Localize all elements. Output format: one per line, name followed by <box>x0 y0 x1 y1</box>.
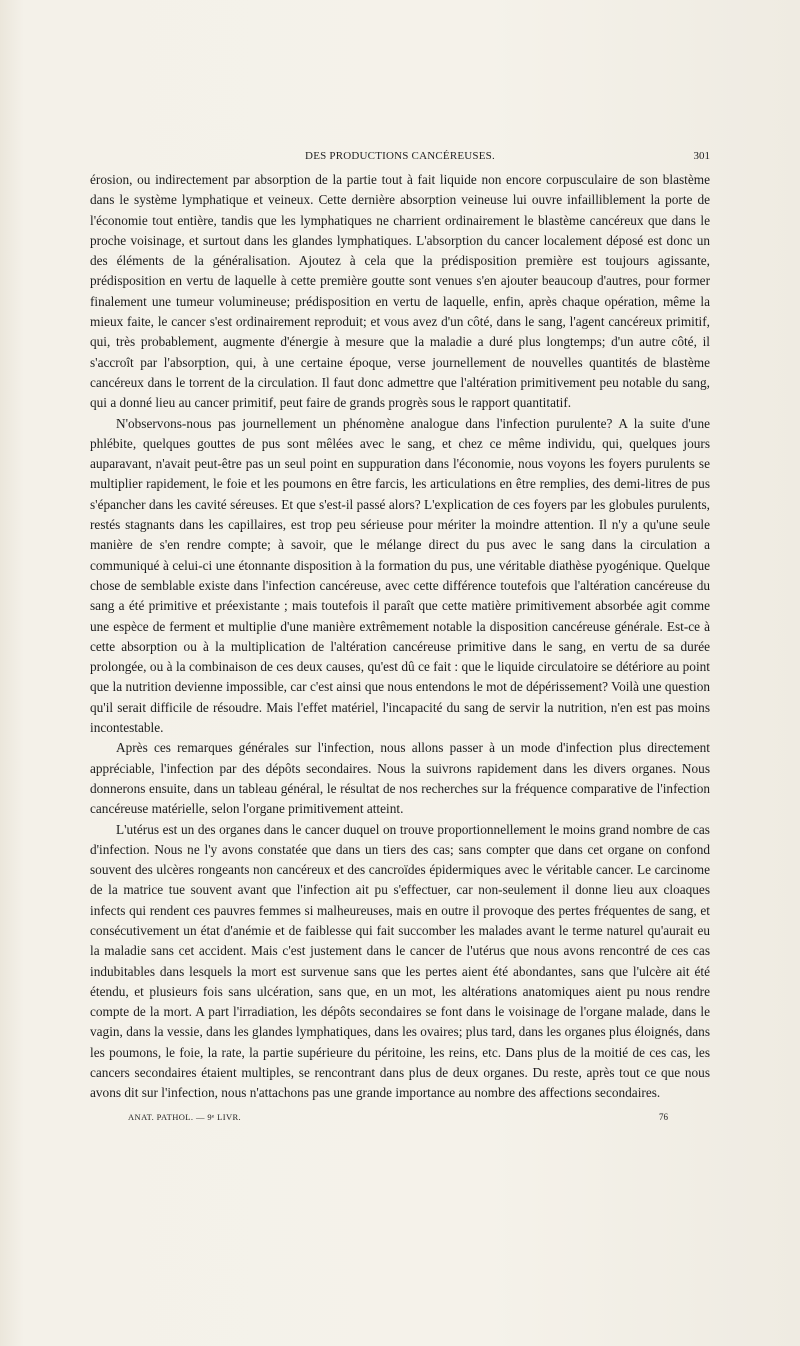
printer-signature: ANAT. PATHOL. — 9ᵉ LIVR. <box>128 1112 242 1122</box>
page-footer <box>128 1112 668 1126</box>
page-header <box>90 150 710 166</box>
paragraph: N'observons-nous pas journellement un phénomène analogue dans l'infection purulente? A la suite d'une phlébite, quelques gouttes de pus sont mêlées avec le sang, et chez ce même individu, qui, quelques jours auparavant, n'avait peut-être pas un seul point en suppuration dans l'économie, nous voyons les foyers purulents se multiplier rapidement, le foie et les poumons en être farcis, les articulations en être remplies, des demi-litres de pus s'épancher dans les cavité séreuses. Et que s'est-il passé alors? L'explication de ces foyers par les globules purulents, restés stagnants dans les capillaires, est trop peu sérieuse pour mériter la moindre attention. Il n'y a qu'une seule manière de s'en rendre compte; à savoir, que le mélange direct du pus avec le sang dans la circulation a communiqué à celui-ci une étonnante disposition à la formation du pus, une véritable diathèse pyogénique. Quelque chose de semblable existe dans l'infection cancéreuse, avec cette différence toutefois que l'altération cancéreuse du sang a été primitive et préexistante ; mais toutefois il paraît que cette matière primitivement absorbée agit comme une espèce de ferment et multiplie d'une manière extrêmement notable la disposition cancéreuse générale. Est-ce à cette absorption ou à la multiplication de l'altération cancéreuse primitive dans le sang, en vertu de sa durée prolongée, ou à la combinaison de ces deux causes, qu'est dû ce fait : que le liquide circulatoire se détériore au point que la nutrition devienne impossible, car c'est ainsi que nous entendons le mot de dépérissement? Voilà une question qu'il serait difficile de résoudre. Mais l'effet matériel, l'incapacité du sang de servir la nutrition, n'en est pas moins incontestable. <box>90 415 710 736</box>
paragraph: Après ces remarques générales sur l'infection, nous allons passer à un mode d'infection plus directement appréciable, l'infection par des dépôts secondaires. Nous la suivrons rapidement dans les divers organes. Nous donnerons ensuite, dans un tableau général, le résultat de nos recherches sur la fréquence comparative de l'infection cancéreuse matérielle, selon l'organe primitivement atteint. <box>90 740 710 817</box>
signature-number: 76 <box>659 1112 668 1122</box>
paragraph: L'utérus est un des organes dans le cancer duquel on trouve proportionnellement le moins grand nombre de cas d'infection. Nous ne l'y avons constatée que dans un tiers des cas; sans compter que dans cet organe on confond souvent des ulcères rongeants non cancéreux et des cancroïdes épidermiques avec le véritable cancer. Le carcinome de la matrice tue souvent avant que l'infection ait pu s'effectuer, car non-seulement il donne lieu aux cloaques infects qui rendent ces pauvres femmes si malheureuses, mais en outre il provoque des pertes fréquentes de sang, et consécutivement un état d'anémie et de faiblesse qui fait succomber les malades avant le terme naturel qu'aurait eu la maladie sans cet accident. Mais c'est justement dans le cancer de l'utérus que nous avons rencontré de ces cas indubitables dans lesquels la mort est survenue sans que les pertes aient été abondantes, sans que l'ulcère ait été étendu, et plusieurs fois sans ulcération, sans que, en un mot, les altérations anatomiques aient pu nous rendre compte de la mort. A part l'irradiation, les dépôts secondaires se font dans le voisinage de l'organe malade, dans le vagin, dans la vessie, dans les glandes lymphatiques, dans les ovaires; plus tard, dans les organes plus éloignés, dans les poumons, le foie, la rate, la partie supérieure du péritoine, les reins, etc. Dans plus de la moitié de ces cas, les cancers secondaires étaient multiples, se rencontrant dans plus de deux organes. Du reste, après tout ce que nous avons dit sur l'infection, nous n'attachons pas une grande importance au nombre des affections secondaires. <box>90 821 710 1101</box>
paragraph: érosion, ou indirectement par absorption de la partie tout à fait liquide non encore corpusculaire de son blastème dans le système lymphatique et veineux. Cette dernière absorption veineuse lui ouvre infailliblement la porte de l'économie tout entière, tandis que les lymphatiques ne charrient ordinairement le blastème cancéreux que dans le proche voisinage, et surtout dans les glandes lymphatiques. L'absorption du cancer localement déposé est donc un des éléments de la généralisation. Ajoutez à cela que la prédisposition première est toujours agissante, prédisposition en vertu de laquelle à cette première goutte sont venues s'en ajouter beaucoup d'autres, pour former finalement une tumeur volumineuse; prédisposition en vertu de laquelle, enfin, après chaque opération, même la mieux faite, le cancer s'est ordinairement reproduit; et vous avez d'un côté, dans le sang, l'agent cancéreux primitif, qui, très probablement, augmente d'énergie à mesure que la maladie a duré plus longtemps; d'un autre côté, il s'accroît par l'absorption, qui, à une certaine époque, verse journellement de nouvelles quantités de blastème cancéreux dans le torrent de la circulation. Il faut donc admettre que l'altération primitivement peu notable du sang, qui a donné lieu au cancer primitif, peut faire de grands progrès sous le rapport quantitatif. <box>90 172 710 411</box>
running-title: DES PRODUCTIONS CANCÉREUSES. <box>305 150 495 162</box>
body-text <box>90 170 710 1104</box>
page-number: 301 <box>693 150 710 162</box>
